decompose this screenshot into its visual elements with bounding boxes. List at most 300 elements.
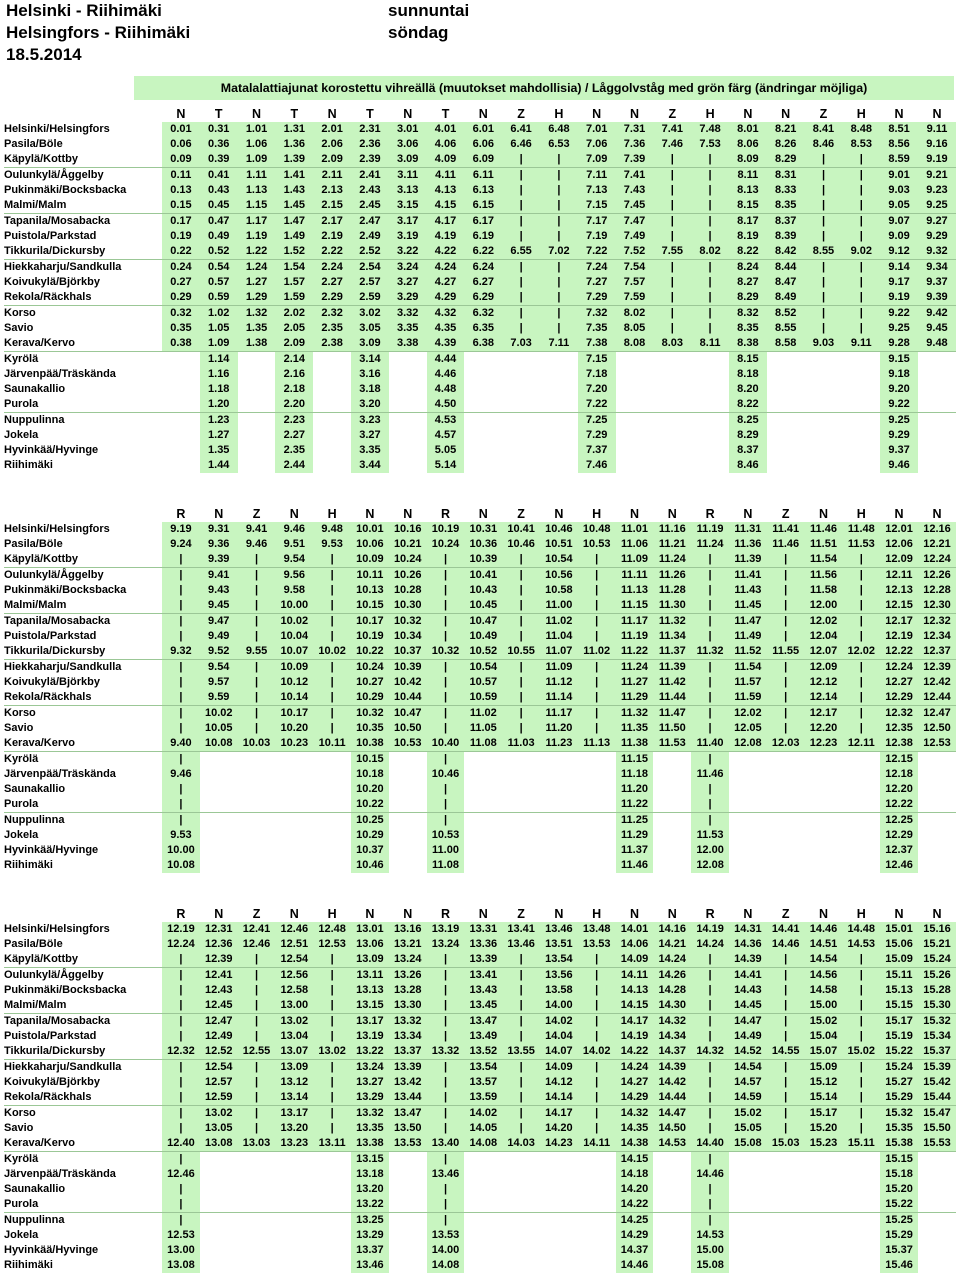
departure-time: 12.09 bbox=[880, 552, 918, 568]
departure-time bbox=[502, 1182, 540, 1197]
departure-time: 14.56 bbox=[805, 968, 843, 984]
departure-time: 10.46 bbox=[427, 767, 465, 782]
departure-time: 8.24 bbox=[729, 260, 767, 276]
departure-time: 12.22 bbox=[880, 644, 918, 660]
departure-time bbox=[389, 367, 427, 382]
no-stop-marker: | bbox=[162, 1060, 200, 1076]
departure-time bbox=[842, 858, 880, 873]
train-type-label: T bbox=[290, 107, 299, 121]
no-stop-marker: | bbox=[427, 1090, 465, 1106]
departure-time: 14.27 bbox=[616, 1075, 654, 1090]
departure-time: 12.28 bbox=[918, 583, 956, 598]
departure-time bbox=[918, 858, 956, 873]
station-name: Malmi/Malm bbox=[4, 199, 67, 211]
departure-time: 1.49 bbox=[275, 229, 313, 244]
departure-time: 14.58 bbox=[805, 983, 843, 998]
departure-time: 9.24 bbox=[162, 537, 200, 552]
departure-time bbox=[653, 1182, 691, 1197]
no-stop-marker: | bbox=[767, 552, 805, 568]
departure-time: 15.22 bbox=[880, 1044, 918, 1060]
departure-time: 13.42 bbox=[389, 1075, 427, 1090]
departure-time bbox=[200, 843, 238, 858]
departure-time: 14.09 bbox=[616, 952, 654, 968]
departure-time bbox=[502, 413, 540, 429]
no-stop-marker: | bbox=[842, 1075, 880, 1090]
departure-time bbox=[275, 1228, 313, 1243]
departure-time: 14.29 bbox=[616, 1090, 654, 1106]
departure-time: 0.39 bbox=[200, 152, 238, 168]
departure-time bbox=[767, 1152, 805, 1168]
departure-time: 11.20 bbox=[540, 721, 578, 736]
departure-time: 8.08 bbox=[616, 336, 654, 352]
departure-time: 8.46 bbox=[729, 458, 767, 473]
departure-time bbox=[578, 1197, 616, 1213]
departure-time bbox=[842, 797, 880, 813]
departure-time: 13.18 bbox=[351, 1167, 389, 1182]
departure-time: 14.24 bbox=[616, 1060, 654, 1076]
day-label-fi: sunnuntai bbox=[388, 1, 470, 20]
no-stop-marker: | bbox=[842, 306, 880, 322]
departure-time: 11.02 bbox=[578, 644, 616, 660]
departure-time: 0.35 bbox=[162, 321, 200, 336]
departure-time: 14.44 bbox=[653, 1090, 691, 1106]
departure-time bbox=[162, 443, 200, 458]
departure-time: 14.50 bbox=[653, 1121, 691, 1136]
departure-time: 15.08 bbox=[729, 1136, 767, 1152]
departure-time: 6.29 bbox=[464, 290, 502, 306]
no-stop-marker: | bbox=[238, 1075, 276, 1090]
departure-time: 12.47 bbox=[918, 706, 956, 722]
departure-time bbox=[578, 1167, 616, 1182]
departure-time: 13.24 bbox=[389, 952, 427, 968]
station-name: Koivukylä/Björkby bbox=[4, 1076, 100, 1088]
departure-time: 9.46 bbox=[275, 522, 313, 537]
departure-time bbox=[238, 458, 276, 473]
no-stop-marker: | bbox=[767, 583, 805, 598]
departure-time: 14.00 bbox=[540, 998, 578, 1014]
departure-time: 13.32 bbox=[389, 1014, 427, 1030]
departure-time: 10.22 bbox=[351, 797, 389, 813]
departure-time: 0.38 bbox=[162, 336, 200, 352]
departure-time: 12.19 bbox=[162, 922, 200, 937]
departure-time bbox=[238, 1228, 276, 1243]
train-type-label: T bbox=[366, 107, 374, 121]
no-stop-marker: | bbox=[427, 598, 465, 614]
departure-time: 15.06 bbox=[880, 937, 918, 952]
departure-time: 11.51 bbox=[805, 537, 843, 552]
train-type-label: T bbox=[214, 107, 223, 121]
departure-time: 12.03 bbox=[767, 736, 805, 752]
table-row bbox=[4, 229, 956, 244]
departure-time: 12.01 bbox=[880, 522, 918, 537]
no-stop-marker: | bbox=[805, 198, 843, 214]
departure-time: 9.28 bbox=[880, 336, 918, 352]
departure-time bbox=[389, 458, 427, 473]
departure-time bbox=[389, 1213, 427, 1229]
departure-time: 13.37 bbox=[389, 1044, 427, 1060]
departure-time bbox=[502, 797, 540, 813]
departure-time: 7.32 bbox=[578, 306, 616, 322]
no-stop-marker: | bbox=[313, 1060, 351, 1076]
table-row bbox=[4, 752, 956, 768]
departure-time bbox=[540, 1243, 578, 1258]
no-stop-marker: | bbox=[162, 1090, 200, 1106]
departure-time bbox=[842, 782, 880, 797]
departure-time: 4.27 bbox=[427, 275, 465, 290]
departure-time: 10.31 bbox=[464, 522, 502, 537]
departure-time: 10.28 bbox=[389, 583, 427, 598]
departure-time: 13.41 bbox=[464, 968, 502, 984]
departure-time: 15.01 bbox=[880, 922, 918, 937]
departure-time: 13.30 bbox=[389, 998, 427, 1014]
departure-time: 7.25 bbox=[578, 413, 616, 429]
no-stop-marker: | bbox=[767, 614, 805, 630]
no-stop-marker: | bbox=[578, 675, 616, 690]
station-name: Riihimäki bbox=[4, 1259, 53, 1271]
departure-time: 3.16 bbox=[351, 367, 389, 382]
departure-time: 13.50 bbox=[389, 1121, 427, 1136]
no-stop-marker: | bbox=[842, 275, 880, 290]
departure-time bbox=[464, 843, 502, 858]
departure-time: 2.18 bbox=[275, 382, 313, 397]
no-stop-marker: | bbox=[540, 306, 578, 322]
departure-time: 11.24 bbox=[653, 552, 691, 568]
departure-time: 11.58 bbox=[805, 583, 843, 598]
departure-time: 0.24 bbox=[162, 260, 200, 276]
departure-time bbox=[464, 782, 502, 797]
station-name: Oulunkylä/Åggelby bbox=[4, 168, 162, 184]
table-row bbox=[4, 1090, 956, 1106]
departure-time: 3.14 bbox=[351, 352, 389, 368]
no-stop-marker: | bbox=[427, 782, 465, 797]
no-stop-marker: | bbox=[691, 598, 729, 614]
table-row bbox=[4, 952, 956, 968]
departure-time: 12.02 bbox=[805, 614, 843, 630]
departure-time bbox=[918, 1258, 956, 1273]
no-stop-marker: | bbox=[578, 660, 616, 676]
departure-time: 12.11 bbox=[842, 736, 880, 752]
departure-time: 12.15 bbox=[880, 598, 918, 614]
departure-time: 14.57 bbox=[729, 1075, 767, 1090]
departure-time: 13.12 bbox=[275, 1075, 313, 1090]
departure-time: 15.22 bbox=[880, 1197, 918, 1213]
no-stop-marker: | bbox=[313, 998, 351, 1014]
table-row bbox=[4, 260, 956, 276]
no-stop-marker: | bbox=[502, 998, 540, 1014]
station-name: Hyvinkää/Hyvinge bbox=[4, 844, 99, 856]
no-stop-marker: | bbox=[691, 1029, 729, 1044]
departure-time: 10.32 bbox=[389, 614, 427, 630]
departure-time: 14.26 bbox=[653, 968, 691, 984]
no-stop-marker: | bbox=[842, 583, 880, 598]
table-row bbox=[4, 214, 956, 230]
departure-time bbox=[540, 458, 578, 473]
departure-time: 2.06 bbox=[313, 137, 351, 152]
no-stop-marker: | bbox=[502, 1106, 540, 1122]
station-name: Purola bbox=[4, 1198, 39, 1210]
departure-time bbox=[767, 782, 805, 797]
departure-time bbox=[729, 858, 767, 873]
departure-time: 10.43 bbox=[464, 583, 502, 598]
departure-time: 15.24 bbox=[880, 1060, 918, 1076]
departure-time: 12.00 bbox=[691, 843, 729, 858]
departure-time: 13.43 bbox=[464, 983, 502, 998]
departure-time: 11.12 bbox=[540, 675, 578, 690]
departure-time bbox=[653, 828, 691, 843]
departure-time: 10.53 bbox=[578, 537, 616, 552]
departure-time: 2.17 bbox=[313, 214, 351, 230]
no-stop-marker: | bbox=[842, 1090, 880, 1106]
no-stop-marker: | bbox=[767, 1106, 805, 1122]
departure-time: 10.56 bbox=[540, 568, 578, 584]
departure-time: 15.53 bbox=[918, 1136, 956, 1152]
departure-time: 4.48 bbox=[427, 382, 465, 397]
departure-time: 9.42 bbox=[918, 306, 956, 322]
no-stop-marker: | bbox=[842, 568, 880, 584]
departure-time bbox=[313, 367, 351, 382]
no-stop-marker: | bbox=[238, 690, 276, 706]
departure-time: 4.29 bbox=[427, 290, 465, 306]
departure-time: 8.35 bbox=[729, 321, 767, 336]
station-name: Oulunkylä/Åggelby bbox=[4, 568, 162, 584]
no-stop-marker: | bbox=[427, 568, 465, 584]
departure-time bbox=[540, 428, 578, 443]
departure-time: 11.23 bbox=[540, 736, 578, 752]
departure-time: 8.21 bbox=[767, 122, 805, 137]
departure-time: 10.57 bbox=[464, 675, 502, 690]
departure-time bbox=[502, 1258, 540, 1273]
departure-time bbox=[502, 367, 540, 382]
departure-time: 15.28 bbox=[918, 983, 956, 998]
departure-time: 12.16 bbox=[918, 522, 956, 537]
no-stop-marker: | bbox=[653, 214, 691, 230]
departure-time: 11.35 bbox=[616, 721, 654, 736]
departure-time bbox=[578, 1152, 616, 1168]
departure-time bbox=[805, 1197, 843, 1213]
no-stop-marker: | bbox=[238, 1090, 276, 1106]
departure-time: 14.37 bbox=[616, 1243, 654, 1258]
departure-time: 11.46 bbox=[767, 537, 805, 552]
departure-time bbox=[729, 1258, 767, 1273]
departure-time bbox=[842, 1228, 880, 1243]
departure-time: 14.31 bbox=[729, 922, 767, 937]
departure-time bbox=[162, 382, 200, 397]
departure-time bbox=[805, 752, 843, 768]
timetable-block-2 bbox=[4, 506, 956, 873]
departure-time: 13.39 bbox=[389, 1060, 427, 1076]
departure-time: 12.58 bbox=[275, 983, 313, 998]
departure-time: 10.46 bbox=[540, 522, 578, 537]
station-name: Korso bbox=[4, 706, 162, 722]
table-row bbox=[4, 1197, 956, 1213]
departure-time: 14.34 bbox=[653, 1029, 691, 1044]
departure-time: 10.02 bbox=[275, 614, 313, 630]
departure-time bbox=[653, 1243, 691, 1258]
departure-time: 7.15 bbox=[578, 352, 616, 368]
departure-time: 10.01 bbox=[351, 522, 389, 537]
departure-time bbox=[389, 1167, 427, 1182]
departure-time bbox=[653, 443, 691, 458]
departure-time: 7.53 bbox=[691, 137, 729, 152]
departure-time bbox=[691, 367, 729, 382]
no-stop-marker: | bbox=[427, 1152, 465, 1168]
no-stop-marker: | bbox=[842, 706, 880, 722]
no-stop-marker: | bbox=[842, 1106, 880, 1122]
departure-time: 13.35 bbox=[351, 1121, 389, 1136]
departure-time: 8.58 bbox=[767, 336, 805, 352]
departure-time: 11.32 bbox=[653, 614, 691, 630]
departure-time bbox=[805, 428, 843, 443]
departure-time: 10.19 bbox=[351, 629, 389, 644]
departure-time: 1.09 bbox=[238, 152, 276, 168]
departure-time: 9.25 bbox=[880, 321, 918, 336]
departure-time bbox=[313, 1152, 351, 1168]
train-type-label: N bbox=[932, 907, 942, 921]
departure-time: 4.17 bbox=[427, 214, 465, 230]
departure-time: 1.24 bbox=[238, 260, 276, 276]
header-spacer bbox=[4, 506, 162, 522]
no-stop-marker: | bbox=[427, 706, 465, 722]
no-stop-marker: | bbox=[578, 568, 616, 584]
departure-time: 4.13 bbox=[427, 183, 465, 198]
departure-time: 1.32 bbox=[238, 306, 276, 322]
departure-time bbox=[805, 1167, 843, 1182]
departure-time bbox=[275, 858, 313, 873]
departure-time: 2.36 bbox=[351, 137, 389, 152]
no-stop-marker: | bbox=[805, 152, 843, 168]
departure-time: 12.42 bbox=[918, 675, 956, 690]
departure-time bbox=[200, 1197, 238, 1213]
no-stop-marker: | bbox=[313, 721, 351, 736]
departure-time: 1.22 bbox=[238, 244, 276, 260]
departure-time: 13.47 bbox=[464, 1014, 502, 1030]
table-row bbox=[4, 382, 956, 397]
no-stop-marker: | bbox=[313, 690, 351, 706]
no-stop-marker: | bbox=[162, 1075, 200, 1090]
departure-time: 15.15 bbox=[880, 1152, 918, 1168]
departure-time bbox=[162, 428, 200, 443]
departure-time: 13.00 bbox=[275, 998, 313, 1014]
departure-time bbox=[502, 458, 540, 473]
departure-time: 2.52 bbox=[351, 244, 389, 260]
departure-time bbox=[805, 782, 843, 797]
departure-time: 15.13 bbox=[880, 983, 918, 998]
departure-time: 15.03 bbox=[767, 1136, 805, 1152]
station-name: Helsinki/Helsingfors bbox=[4, 123, 110, 135]
station-name: Rekola/Räckhals bbox=[4, 1091, 92, 1103]
departure-time: 12.06 bbox=[880, 537, 918, 552]
departure-time: 4.32 bbox=[427, 306, 465, 322]
departure-time: 2.44 bbox=[275, 458, 313, 473]
no-stop-marker: | bbox=[238, 968, 276, 984]
departure-time: 3.13 bbox=[389, 183, 427, 198]
departure-time: 1.01 bbox=[238, 122, 276, 137]
departure-time: 15.04 bbox=[805, 1029, 843, 1044]
departure-time bbox=[502, 1228, 540, 1243]
departure-time bbox=[502, 397, 540, 413]
departure-time bbox=[200, 782, 238, 797]
departure-time: 8.42 bbox=[767, 244, 805, 260]
departure-time: 7.31 bbox=[616, 122, 654, 137]
no-stop-marker: | bbox=[578, 1029, 616, 1044]
no-stop-marker: | bbox=[540, 152, 578, 168]
departure-time: 2.02 bbox=[275, 306, 313, 322]
departure-time: 14.46 bbox=[767, 937, 805, 952]
no-stop-marker: | bbox=[691, 306, 729, 322]
departure-time: 4.53 bbox=[427, 413, 465, 429]
departure-time: 9.27 bbox=[918, 214, 956, 230]
departure-time: 0.59 bbox=[200, 290, 238, 306]
departure-time: 8.48 bbox=[842, 122, 880, 137]
departure-time bbox=[805, 1182, 843, 1197]
departure-time bbox=[238, 752, 276, 768]
no-stop-marker: | bbox=[540, 229, 578, 244]
departure-time: 15.09 bbox=[880, 952, 918, 968]
departure-time: 12.31 bbox=[200, 922, 238, 937]
departure-time: 11.14 bbox=[540, 690, 578, 706]
departure-time: 13.28 bbox=[389, 983, 427, 998]
departure-time bbox=[238, 1213, 276, 1229]
train-type-label: N bbox=[781, 107, 791, 121]
departure-time: 11.57 bbox=[729, 675, 767, 690]
departure-time: 13.44 bbox=[389, 1090, 427, 1106]
departure-time: 11.48 bbox=[842, 522, 880, 537]
no-stop-marker: | bbox=[502, 306, 540, 322]
departure-time: 12.20 bbox=[805, 721, 843, 736]
station-name: Järvenpää/Träskända bbox=[4, 368, 116, 380]
departure-time bbox=[275, 752, 313, 768]
departure-time: 13.56 bbox=[540, 968, 578, 984]
departure-time: 7.46 bbox=[653, 137, 691, 152]
table-row bbox=[4, 428, 956, 443]
departure-time: 12.41 bbox=[200, 968, 238, 984]
train-type-label: R bbox=[176, 907, 186, 921]
departure-time bbox=[389, 1258, 427, 1273]
departure-time: 7.37 bbox=[578, 443, 616, 458]
no-stop-marker: | bbox=[427, 690, 465, 706]
departure-time: 2.09 bbox=[275, 336, 313, 352]
departure-time: 1.14 bbox=[200, 352, 238, 368]
departure-time: 11.27 bbox=[616, 675, 654, 690]
no-stop-marker: | bbox=[162, 1029, 200, 1044]
departure-time: 10.29 bbox=[351, 828, 389, 843]
departure-time: 4.06 bbox=[427, 137, 465, 152]
departure-time bbox=[653, 1213, 691, 1229]
departure-time: 12.55 bbox=[238, 1044, 276, 1060]
departure-time: 9.15 bbox=[880, 352, 918, 368]
departure-time bbox=[275, 1167, 313, 1182]
departure-time bbox=[767, 397, 805, 413]
no-stop-marker: | bbox=[842, 1014, 880, 1030]
departure-time bbox=[238, 1152, 276, 1168]
departure-time bbox=[200, 1213, 238, 1229]
departure-time: 13.45 bbox=[464, 998, 502, 1014]
station-name: Järvenpää/Träskända bbox=[4, 768, 116, 780]
departure-time bbox=[578, 1258, 616, 1273]
station-name: Kyrölä bbox=[4, 752, 162, 768]
departure-time: 0.54 bbox=[200, 260, 238, 276]
departure-time: 11.17 bbox=[540, 706, 578, 722]
departure-time: 10.35 bbox=[351, 721, 389, 736]
departure-time: 7.46 bbox=[578, 458, 616, 473]
table-row bbox=[4, 397, 956, 413]
departure-time: 10.47 bbox=[464, 614, 502, 630]
station-name: Puistola/Parkstad bbox=[4, 230, 97, 242]
departure-time: 13.51 bbox=[540, 937, 578, 952]
departure-time bbox=[729, 1228, 767, 1243]
departure-time: 9.59 bbox=[200, 690, 238, 706]
departure-time: 8.39 bbox=[767, 229, 805, 244]
